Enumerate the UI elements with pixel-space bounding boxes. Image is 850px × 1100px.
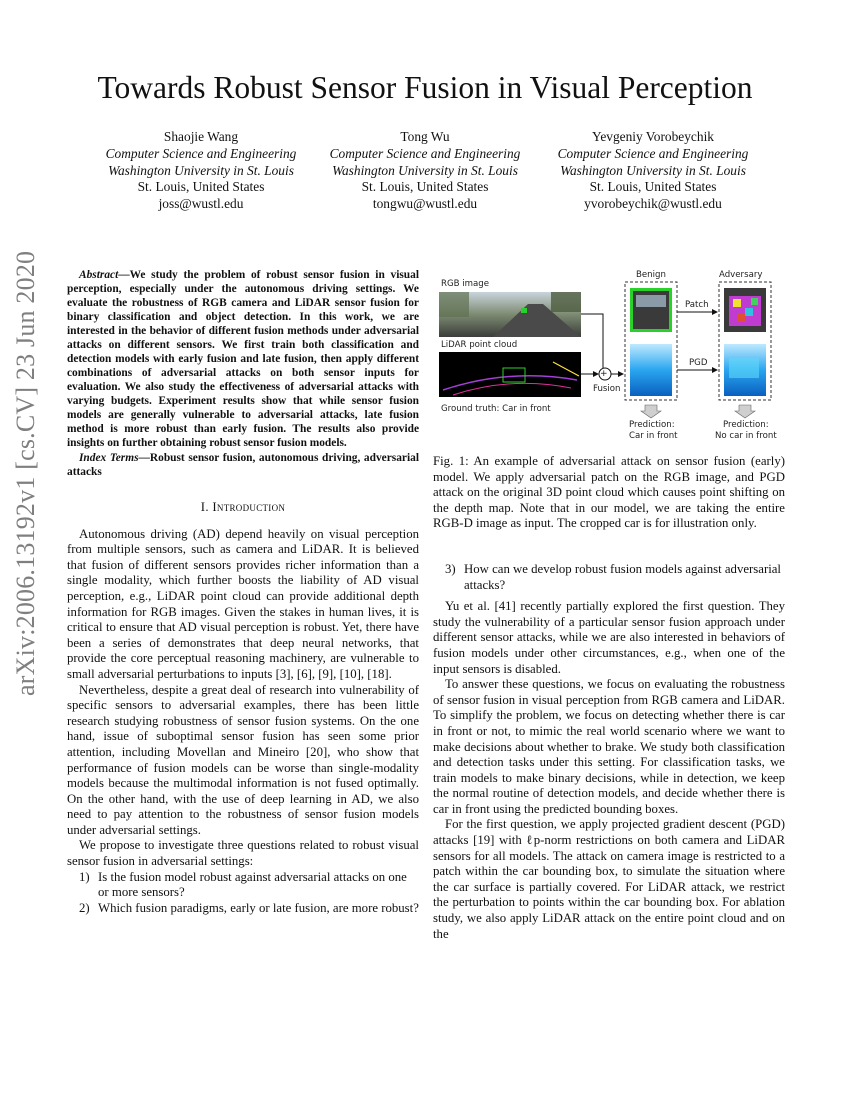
- abstract-label: Abstract: [79, 269, 119, 281]
- intro-paragraph: We propose to investigate three questions related to robust visual sensor fusion in adversarial settings:: [67, 838, 419, 869]
- author-location: St. Louis, United States: [361, 179, 489, 195]
- arxiv-stamp-text: arXiv:2006.13192v1 [cs.CV] 23 Jun 2020: [11, 250, 40, 696]
- question-item: [67, 901, 419, 917]
- intro-paragraph: Autonomous driving (AD) depend heavily on visual perception from multiple sensors, such as camera and LiDAR. It is believed that fusion of different sensors provides richer information than a single modality, which further boosts the liability of AD visual perception, e.g., LiDAR point cloud can provide additional depth information for RGB images. Given the stakes in human lives, it is critical to ensure that AD visual perception is robust. Yet, there have been a series of demonstrates that deep neural networks, that provide the core perceptual reasoning machinery, are vulnerable to small adversarial perturbations to inputs [3], [6], [9], [10], [18].: [67, 526, 419, 681]
- author-location: St. Louis, United States: [589, 179, 717, 195]
- section-heading: [67, 500, 419, 516]
- author-name: Shaojie Wang: [163, 129, 239, 144]
- patch-pixel: [751, 298, 758, 305]
- down-arrow-icon: [735, 405, 755, 418]
- rgb-label: RGB image: [441, 279, 490, 289]
- question-number: 1): [79, 869, 90, 884]
- right-column: [433, 268, 785, 942]
- patch-pixel: [733, 299, 741, 307]
- arxiv-stamp: [4, 250, 48, 696]
- pgd-label: PGD: [689, 358, 708, 368]
- plus-symbol: +: [600, 369, 608, 379]
- index-terms-label: Index Terms: [79, 452, 139, 464]
- figure-1: [433, 268, 785, 448]
- author-email: tongwu@wustl.edu: [372, 196, 478, 212]
- trees-shape: [551, 292, 581, 312]
- body-paragraph: To answer these questions, we focus on evaluating the robustness of sensor fusion in visual perception from RGB camera and LiDAR. To simplify the problem, we focus on detecting whether there is car in front or not, to mimic the real world scenario where we want to make decisions about whether to brake. We study both classification and detection tasks under this setting. For classification tasks, we train models to make binary decisions, while in detection, we keep the normal routine of detection models, and decide whether there is car in front using the predicted bounding boxes.: [433, 677, 785, 816]
- ground-truth-label: Ground truth: Car in front: [441, 404, 551, 414]
- fusion-label: Fusion: [593, 384, 621, 394]
- benign-prediction-label: Prediction:: [629, 420, 675, 430]
- author-university: Washington University in St. Louis: [108, 162, 294, 178]
- section-title: Introduction: [212, 500, 286, 514]
- author-block: [528, 129, 778, 213]
- author-block: [76, 129, 326, 213]
- spacer: [433, 532, 785, 562]
- index-terms: [67, 451, 419, 479]
- author-university: Washington University in St. Louis: [560, 162, 746, 178]
- research-questions: [67, 870, 419, 917]
- car-box: [521, 308, 527, 313]
- abstract: [67, 268, 419, 450]
- benign-prediction-value: Car in front: [629, 431, 678, 441]
- abstract-text: —We study the problem of robust sensor fusion in visual perception, especially under the autonomous driving settings. We evaluate the robustness of RGB camera and LiDAR sensor fusion for binary classification and object detection. In this work, we are interested in the behavior of different fusion methods under adversarial attacks on different sensors. We first train both classification and detection models with early fusion and late fusion, then apply different combinations of adversarial attacks on both sensor inputs for evaluation. We also study the effectiveness of adversarial attacks with varying budgets. Experiment results show that while sensor fusion models are generally vulnerable to adversarial attacks, late fusion method is more robust than early fusion. The results also provide insights on further obtaining robust sensor fusion models.: [67, 269, 419, 449]
- trees-shape: [439, 292, 469, 317]
- author-block: [300, 129, 550, 213]
- author-department: Computer Science and Engineering: [105, 145, 297, 161]
- intro-paragraph: Nevertheless, despite a great deal of research into vulnerability of specific sensors to adversarial examples, there has been little research studying robustness of sensor fusion systems. On the one hand, issue of suboptimal sensor fusion has seen some prior attention, including Movellan and Mineiro [20], who show that performance of fusion models can be worse than single-modality models because the multimodal information is not fused optimally. On the other hand, with the use of deep learning in AD, we also need to pay attention to the robustness of sensor fusion models under adversarial settings.: [67, 682, 419, 837]
- lidar-image: [439, 352, 581, 397]
- index-terms-text: —Robust sensor fusion, autonomous driving, adversarial attacks: [67, 452, 419, 478]
- author-department: Computer Science and Engineering: [557, 145, 749, 161]
- adversary-prediction-label: Prediction:: [723, 420, 769, 430]
- question-item: [67, 870, 419, 901]
- author-location: St. Louis, United States: [137, 179, 265, 195]
- patch-pixel: [737, 314, 745, 322]
- benign-label: Benign: [636, 270, 666, 280]
- body-paragraph: Yu et al. [41] recently partially explored the first question. They study the vulnerability of a particular sensor fusion approach under different sensor attacks, while we are also interested in behaviors of fusion models under other circumstances, e.g., when one of the input sensors is disabled.: [433, 599, 785, 676]
- patch-pixel: [745, 308, 753, 316]
- down-arrow-icon: [641, 405, 661, 418]
- benign-depth-image: [630, 344, 672, 396]
- author-name: Yevgeniy Vorobeychik: [591, 129, 714, 144]
- question-number: 3): [445, 561, 456, 576]
- question-item: [433, 562, 785, 593]
- question-text: How can we develop robust fusion models against adversarial attacks?: [464, 561, 781, 592]
- paper-title: Towards Robust Sensor Fusion in Visual Perception: [97, 70, 753, 105]
- adversary-prediction-value: No car in front: [715, 431, 777, 441]
- figure-caption: Fig. 1: An example of adversarial attack on sensor fusion (early) model. We apply adversarial patch on the RGB image, and PGD attack on the original 3D point cloud which causes point shifting on the depth map. Note that in our model, we are taking the entire RGB-D image as input. The cropped car is for illustration only.: [433, 454, 785, 531]
- author-department: Computer Science and Engineering: [329, 145, 521, 161]
- section-numeral: I.: [200, 500, 213, 514]
- question-number: 2): [79, 900, 90, 915]
- shifted-points: [729, 358, 759, 378]
- adversary-label: Adversary: [719, 270, 763, 280]
- author-university: Washington University in St. Louis: [332, 162, 518, 178]
- lidar-label: LiDAR point cloud: [441, 340, 518, 350]
- car-window: [636, 295, 666, 307]
- body-paragraph: For the first question, we apply projected gradient descent (PGD) attacks [19] with ℓp-norm restrictions on both camera and LiDAR sensors for all models. The attack on camera image is restricted to a patch within the car bounding box, to simulate the situation where the car surface is partially covered. For LiDAR attack, we restrict the perturbation to points within the car bounding box. For ablation study, we also apply LiDAR attack on the entire point cloud and on the: [433, 817, 785, 941]
- research-questions: [433, 562, 785, 593]
- author-email: yvorobeychik@wustl.edu: [584, 196, 722, 212]
- question-text: Is the fusion model robust against adversarial attacks on one or more sensors?: [98, 869, 407, 900]
- arrow: [581, 314, 603, 376]
- author-email: joss@wustl.edu: [158, 196, 244, 212]
- left-column: [67, 268, 419, 916]
- author-name: Tong Wu: [400, 129, 450, 144]
- patch-label: Patch: [685, 300, 709, 310]
- question-text: Which fusion paradigms, early or late fusion, are more robust?: [98, 900, 419, 915]
